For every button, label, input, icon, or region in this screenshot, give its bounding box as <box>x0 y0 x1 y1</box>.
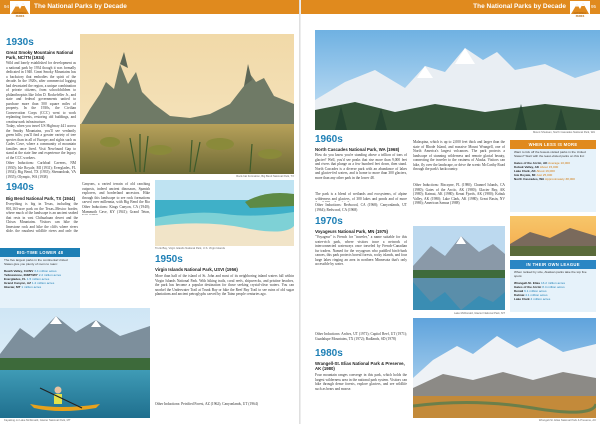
photo-trunk-bay <box>155 180 294 246</box>
logo-label: NATIONAL PARKS <box>573 12 587 18</box>
caption-trunk-bay: Trunk Bay, Virgin Islands National Park, U.S. Virgin Islands <box>155 247 225 250</box>
caption-north-cascades: Mount Shuksan, North Cascades National Park, WA <box>532 131 595 134</box>
entry-body-virgin-islands: More than half of the island of St. John and most of its neighboring inland waters fall within Virgin Islands National Park. With hiking trails, coral reefs, shipwrecks, and pristine beaches, the park has become a popular destination for those seeking crystal-clear waters. You can snorkel the Underwater Trail at Trunk Bay or hike the Reef Bay Trail to see ruins of old sugar plantations and ancient petroglyphs carved by the Taino people centuries ago. <box>155 274 294 296</box>
entry-title-big-bend: Big Bend National Park, TX (1944) <box>6 196 76 201</box>
photo-north-cascades <box>315 30 600 130</box>
sidebar-row: Everglades, FL 1.5 million acres <box>4 276 50 281</box>
caption-kayak: Kayaking on Lake McDonald, Glacier National Park, MT <box>4 419 71 422</box>
sidebar-row: Denali 6.1 million acres <box>514 288 547 293</box>
caption-wrangell: Wrangell-St. Elias National Park & Preserve, AK <box>538 419 596 422</box>
entry-body-great-smoky: Wild and lonely established for development as a national park by 1934 though it was formally dedicated in 1940. Great Smoky Mountains has a backstory that embodies the spirit of the decade. In the 1920s, after commercial logging had devastated the region, a unique combination of private citizens, from schoolchildren to philanthropists like John D. Rockefeller Jr., and state and federal governments united to purchase more than 500 square miles of property. In the 1930s, the Civilian Conservation Corps (CCC) went to work replanting forests, restoring old buildings, and creating park infrastructure. <box>6 61 76 123</box>
decade-heading-1930s: 1930s <box>6 37 34 48</box>
decade-heading-1960s: 1960s <box>315 134 343 145</box>
sidebar-title: BIG-TIME LOWER 48 <box>0 248 80 257</box>
page-number-right: 95 <box>590 4 596 9</box>
left-page <box>0 0 299 424</box>
entry-body-wrangell: Four mountain ranges converge in this park, which holds the largest wilderness area in the national park system. Visitors can hike through dense forests, explore glaciers, and see wildlife such as bears and moose. <box>315 373 407 391</box>
photo-kayak-lake-mcdonald <box>0 308 150 418</box>
parks-logo-right <box>570 1 590 18</box>
sidebar-row: Gates of the Arctic, AK Average 10,000 <box>514 160 570 165</box>
photo-wrangell-st-elias <box>413 318 596 418</box>
entry-other-great-smoky: Other Inductions: Carlsbad Caverns, NM (1930); Isle Royale, MI (1931); Everglades, FL (1934); Big Bend, TX (1935); Shenandoah, VA (1935); Olympic, WA (1938) <box>6 161 76 179</box>
entry-other-north-cascades: Other Inductions: Redwood, CA (1968); Canyonlands, UT (1964); Redwood, CA (1968) <box>315 203 407 212</box>
sidebar-in-their-own-league <box>510 260 596 312</box>
sidebar-when-less-is-more <box>510 140 596 212</box>
entry-other-virgin-islands: Other Inductions: Petrified Forest, AZ (1962); Canyonlands, UT (1964) <box>155 402 258 406</box>
logo-label: NATIONAL PARKS <box>13 12 27 18</box>
section-title-right: The National Parks by Decade <box>473 3 566 10</box>
photo-big-bend-rocks <box>80 34 294 174</box>
entry-title-virgin-islands: Virgin Islands National Park, USVI (1956) <box>155 267 238 272</box>
sidebar-title: WHEN LESS IS MORE <box>510 140 596 149</box>
sidebar-intro: The five largest parks in the continental United States give you plenty of room to roam: <box>4 258 68 266</box>
entry-title-great-smoky: Great Smoky Mountains National Park, NC/TN (1934) <box>6 50 74 60</box>
decade-heading-1940s: 1940s <box>6 182 34 193</box>
entry-body-north-cascades: How do you know you're standing above a trillion of tons of glacier? Well, you'd see peaks that rise more than 9,000 feet and rivers that plunge as a few hundred feet down, then stand. North Cascades is a diverse park with an abundance of lakes and glacier-fed waters, and is home to more than 300 glaciers, more than any other park in the lower 48. <box>315 153 407 180</box>
sidebar-row: Grand Canyon, AZ 1.2 million acres <box>4 280 55 285</box>
parks-logo-left <box>10 1 30 18</box>
page-number-left: 94 <box>4 4 10 9</box>
decade-heading-1950s: 1950s <box>155 254 183 265</box>
entry-other-big-bend: Other Inductions: Kings Canyon, CA (1940); Mammoth Cave, KY (1941); Grand Teton, <box>82 205 150 214</box>
sidebar-row: Death Valley, CA/NV 3.4 million acres <box>4 268 57 273</box>
sidebar-row: Katmai 4.1 million acres <box>514 292 548 297</box>
entry-body-north-cascades-2: The park is a blend of wetlands and ecosystems, of alpine wilderness and glaciers, of 300 lakes and ponds and of more <box>315 192 407 201</box>
header-band-left <box>0 0 299 18</box>
header-band-right <box>301 0 600 18</box>
sidebar-intro: Want to tick off the fewest-visited parks in the United States? Start with the least-visited parks on this list: <box>514 150 586 158</box>
sidebar-row: Lake Clark 4 million acres <box>514 296 551 301</box>
entry-body-great-smoky-2: Today, when you travel US Highway 441 across the Smoky Mountains, you'll see verdantly green hills; you'll find a greater variety of tree species than in all of Europe; and sights such as Cades Cove, where a community of mountain families once lived. Visit Newfound Gap to stand at the state line and experience the legacy of the CCC workers. <box>6 124 76 160</box>
sidebar-row: Lake Clark, AK About 16,000 <box>514 168 555 173</box>
entry-title-north-cascades: North Cascades National Park, WA (1968) <box>315 147 400 152</box>
section-title-left: The National Parks by Decade <box>34 3 127 10</box>
sidebar-row: Gates of the Arctic 8.4 million acres <box>514 284 565 289</box>
sidebar-row: North Cascades, WA Approximately 38,000 <box>514 176 575 181</box>
sidebar-row: Glacier, MT 1 million acres <box>4 284 42 289</box>
entry-title-wrangell: Wrangell-St. Elias National Park & Preserve, AK (1980) <box>315 361 405 371</box>
entry-body-malaspina: Malaspina, which is up to 2,000 feet thick and larger than the state of Rhode Island, and massive Mount Wrangell, one of North America's largest volcanoes. The park protects a landscape of stunning wilderness and remote glacial beauty, connecting the traveler to the vastness of Alaska. Visitors can hike, fly over the landscape, or drive the scenic McCarthy Road through the park's backcountry. <box>413 140 505 171</box>
entry-body-voyageurs: "Voyageur" is French for "traveler," a name suitable for this water-rich park, where visitors trace a network of interconnected waterways once traveled by French-Canadian fur traders. Named for the voyageurs who paddled birch-bark canoes, this park protects boreal forests, rocky islands, and four large lakes ringing an area in northern Minnesota that's only accessible by water. <box>315 235 407 266</box>
sidebar-row: Yellowstone, ID/MT/WY 2.2 million acres <box>4 272 62 277</box>
right-page <box>301 0 600 424</box>
decade-heading-1980s: 1980s <box>315 348 343 359</box>
caption-big-bend-rocks: Rock-hat Formation, Big Bend National Park, TX <box>236 175 294 178</box>
photo-lake-mcdonald <box>413 226 505 310</box>
sidebar-intro: When ranked by size, Alaskan parks take the top five spots: <box>514 270 587 278</box>
decade-heading-1970s: 1970s <box>315 216 343 227</box>
sidebar-row: Kobuk Valley, AK About 15,000 <box>514 164 559 169</box>
sidebar-row: Isle Royale, MI Just 25,000 <box>514 172 553 177</box>
sidebar-row: Wrangell-St. Elias 13.2 million acres <box>514 280 566 285</box>
entry-title-voyageurs: Voyageurs National Park, MN (1975) <box>315 229 388 234</box>
photo-alaska-sunset <box>510 216 596 256</box>
entry-other-wrangell: Other Inductions: Biscayne, FL (1980); Channel Islands, CA (1980); Gates of the Arctic, AK (1980); Glacier Bay, AK (1980); Katmai, AK (1980); Kenai Fjords, AK (1980); Kobuk Valley, AK (1980); Lake Clark, AK (1980); Great Basin, NV (1986); American Samoa (1988) <box>413 183 505 205</box>
sidebar-title: IN THEIR OWN LEAGUE <box>510 260 596 269</box>
caption-lake-mcdonald: Lake McDonald, Glacier National Park, MT <box>454 312 505 315</box>
entry-body-big-bend-2: Canyons, a varied terrain of old ranching outposts, indeed ancient dinosaurs, Spanish explorers, and borderland ancestors. Hike through this landscape to see rock formations carved over millennia, with Big Bend the Rio <box>82 182 150 204</box>
entry-other-voyageurs: Other Inductions: Arches, UT (1971); Capitol Reef, UT (1971); Guadalupe Mountains, TX (1972); Badlands, SD (1978) <box>315 332 407 341</box>
entry-body-big-bend: Everything is big in Texas, including the 801,163-acre park on the Texas–Mexico border, where much of the landscape is an ancient seabed that rests in vast Chihuahuan desert and the Chisos Mountains. Visitors can hike the limestone rock and hike the cliffs where rivers slide, the roughest wildlife rivers and only the <box>6 202 78 232</box>
